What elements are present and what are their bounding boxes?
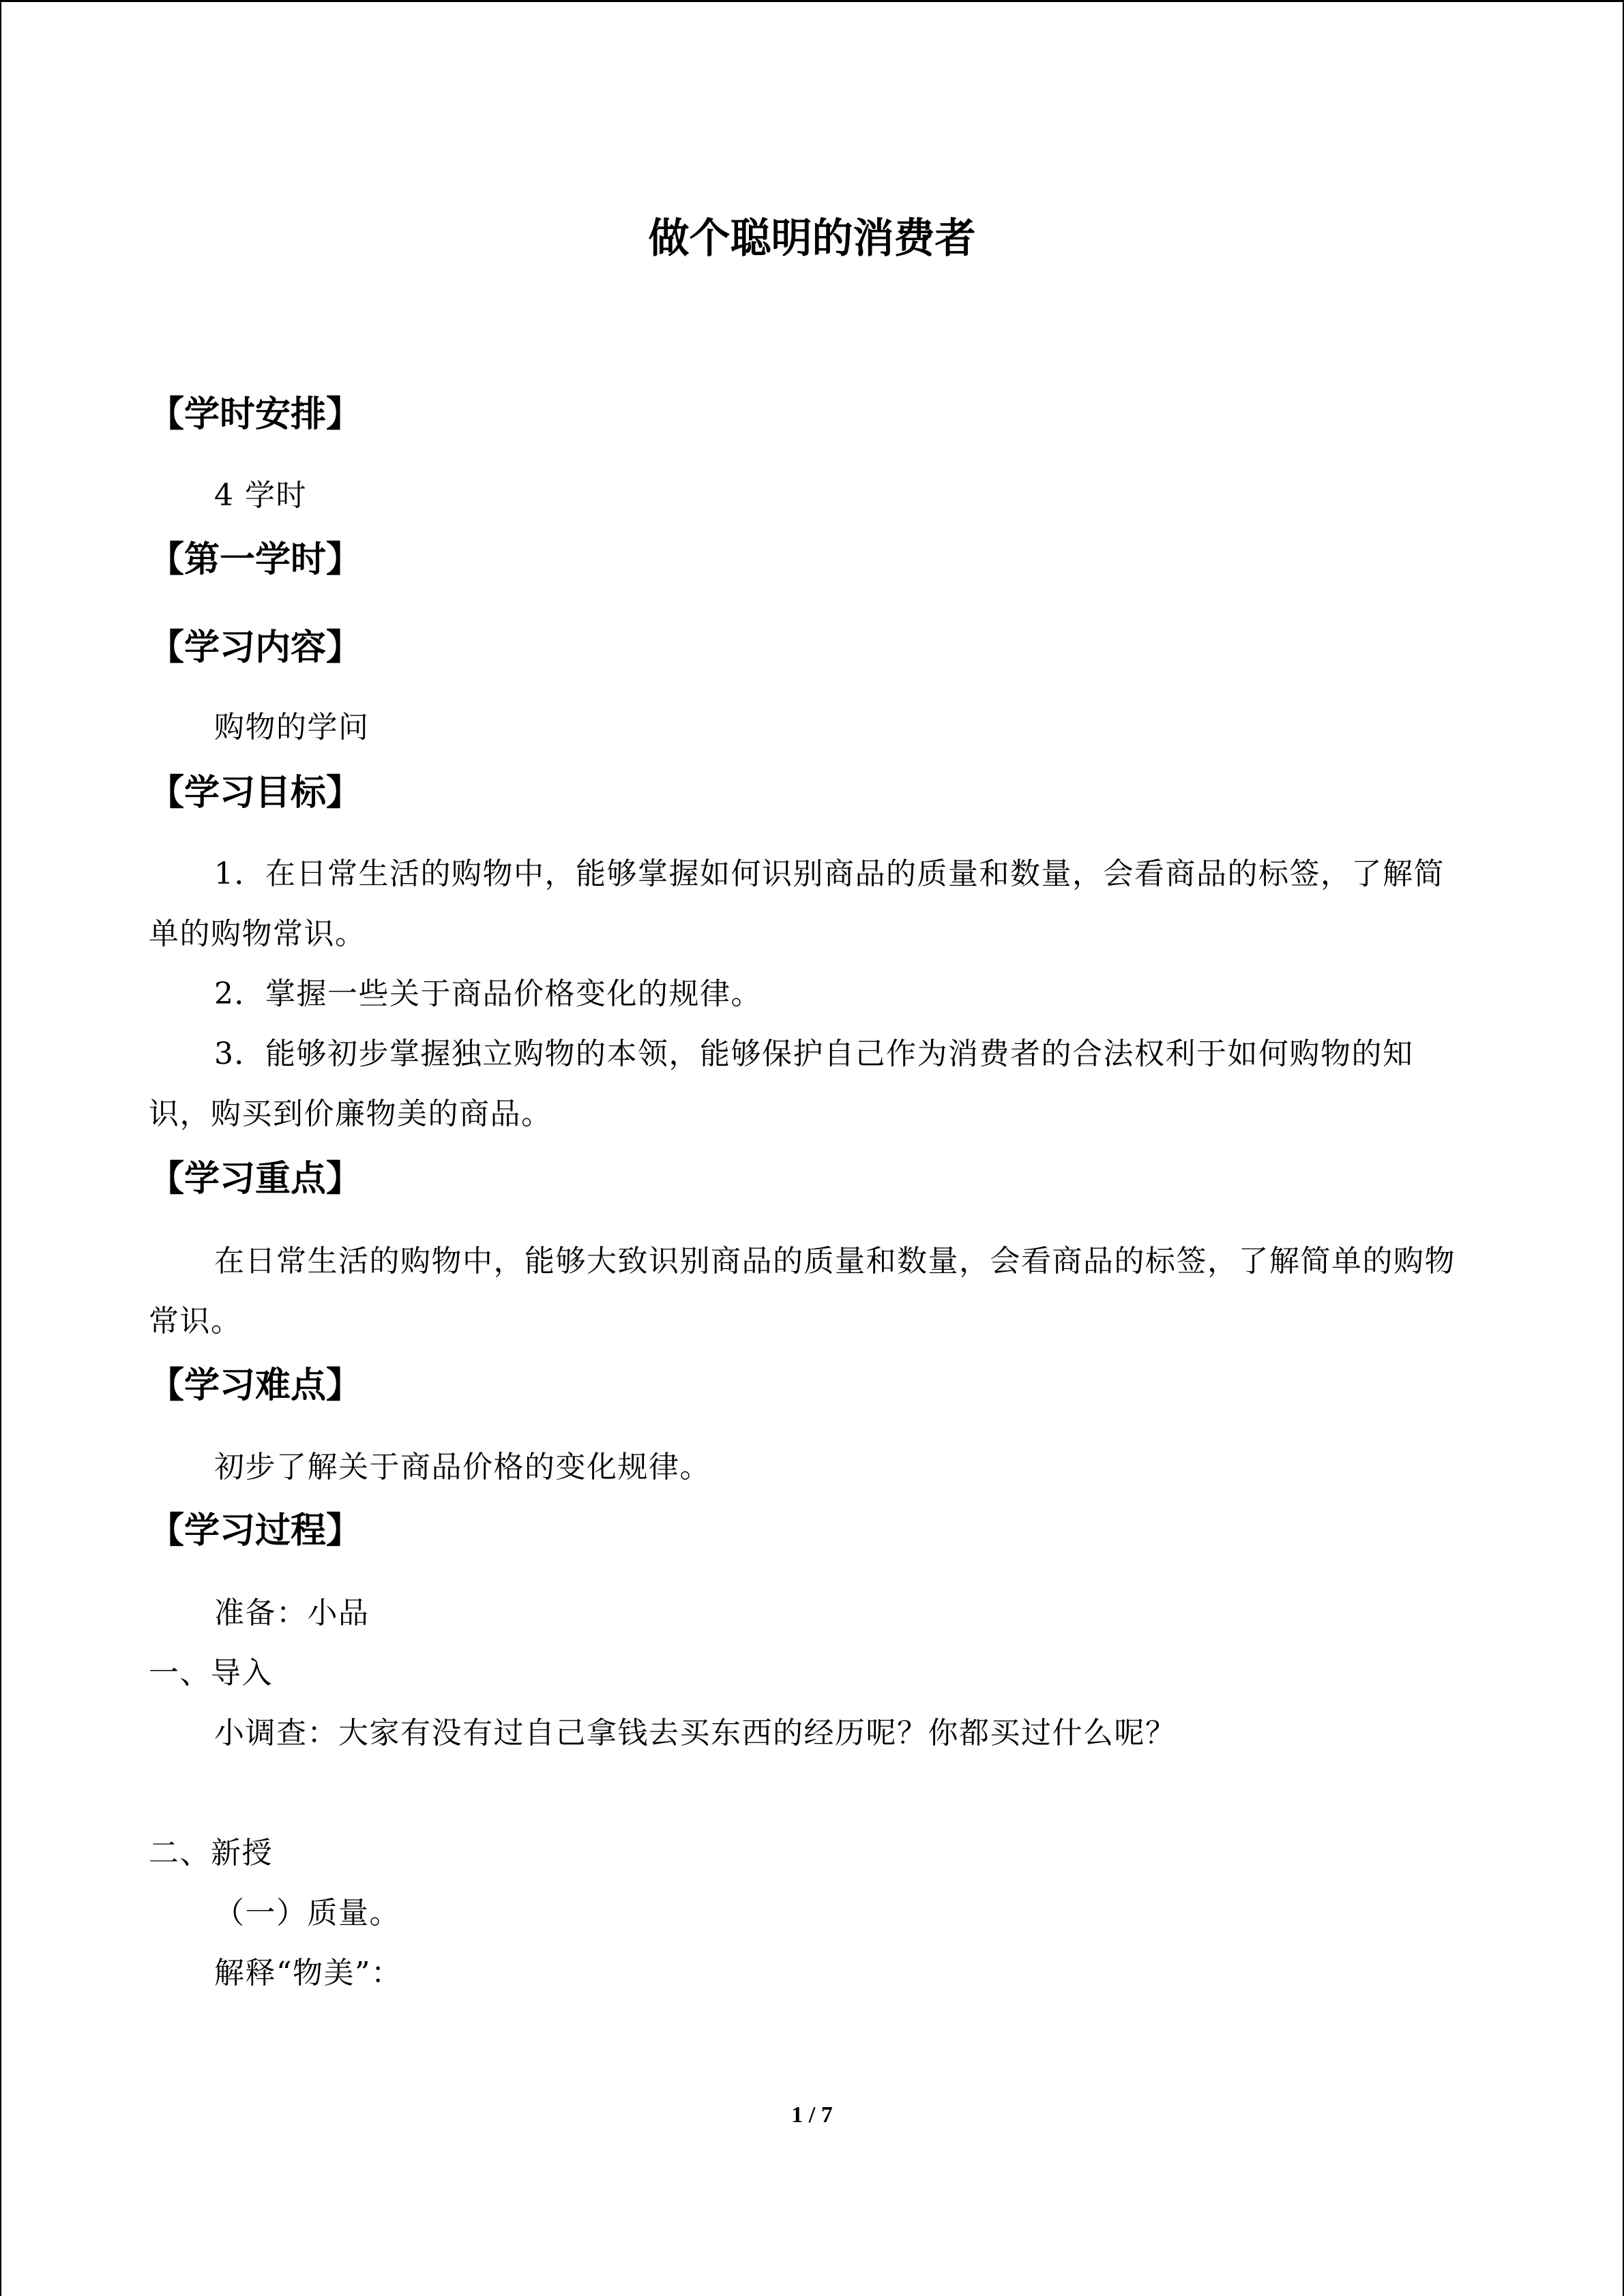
process-part1-text: 小调查：大家有没有过自己拿钱去买东西的经历呢？你都买过什么呢？ [214, 1716, 1177, 1750]
key-points-text: 在日常生活的购物中，能够大致识别商品的质量和数量，会看商品的标签，了解简单的购物常识。 [149, 1244, 1456, 1339]
heading-first-period: 【第一学时】 [149, 539, 362, 580]
heading-key-points: 【学习重点】 [149, 1159, 362, 1199]
process-part1-title: 一、导入 [149, 1656, 273, 1690]
content-text: 购物的学问 [214, 710, 370, 745]
process-sub1: （一）质量。 [214, 1896, 400, 1930]
difficulties-text: 初步了解关于商品价格的变化规律。 [214, 1450, 711, 1485]
heading-objectives: 【学习目标】 [149, 773, 362, 814]
schedule-text: 4 学时 [214, 478, 307, 513]
heading-content: 【学习内容】 [149, 627, 362, 668]
process-explain: 解释“物美”： [214, 1956, 402, 1991]
process-prep: 准备：小品 [214, 1596, 370, 1630]
heading-difficulties: 【学习难点】 [149, 1365, 362, 1406]
heading-process: 【学习过程】 [149, 1510, 362, 1551]
process-part2-title: 二、新授 [149, 1836, 273, 1870]
objective-item-1: 1．在日常生活的购物中，能够掌握如何识别商品的质量和数量，会看商品的标签，了解简单的购物常识。 [149, 856, 1445, 951]
page-number: 1 / 7 [791, 2102, 833, 2128]
objective-item-2: 2．掌握一些关于商品价格变化的规律。 [214, 976, 762, 1011]
objective-item-3: 3．能够初步掌握独立购物的本领，能够保护自己作为消费者的合法权利于如何购物的知识，购买到价廉物美的商品。 [149, 1037, 1414, 1131]
heading-schedule: 【学时安排】 [149, 394, 362, 435]
document-title: 做个聪明的消费者 [648, 215, 976, 263]
